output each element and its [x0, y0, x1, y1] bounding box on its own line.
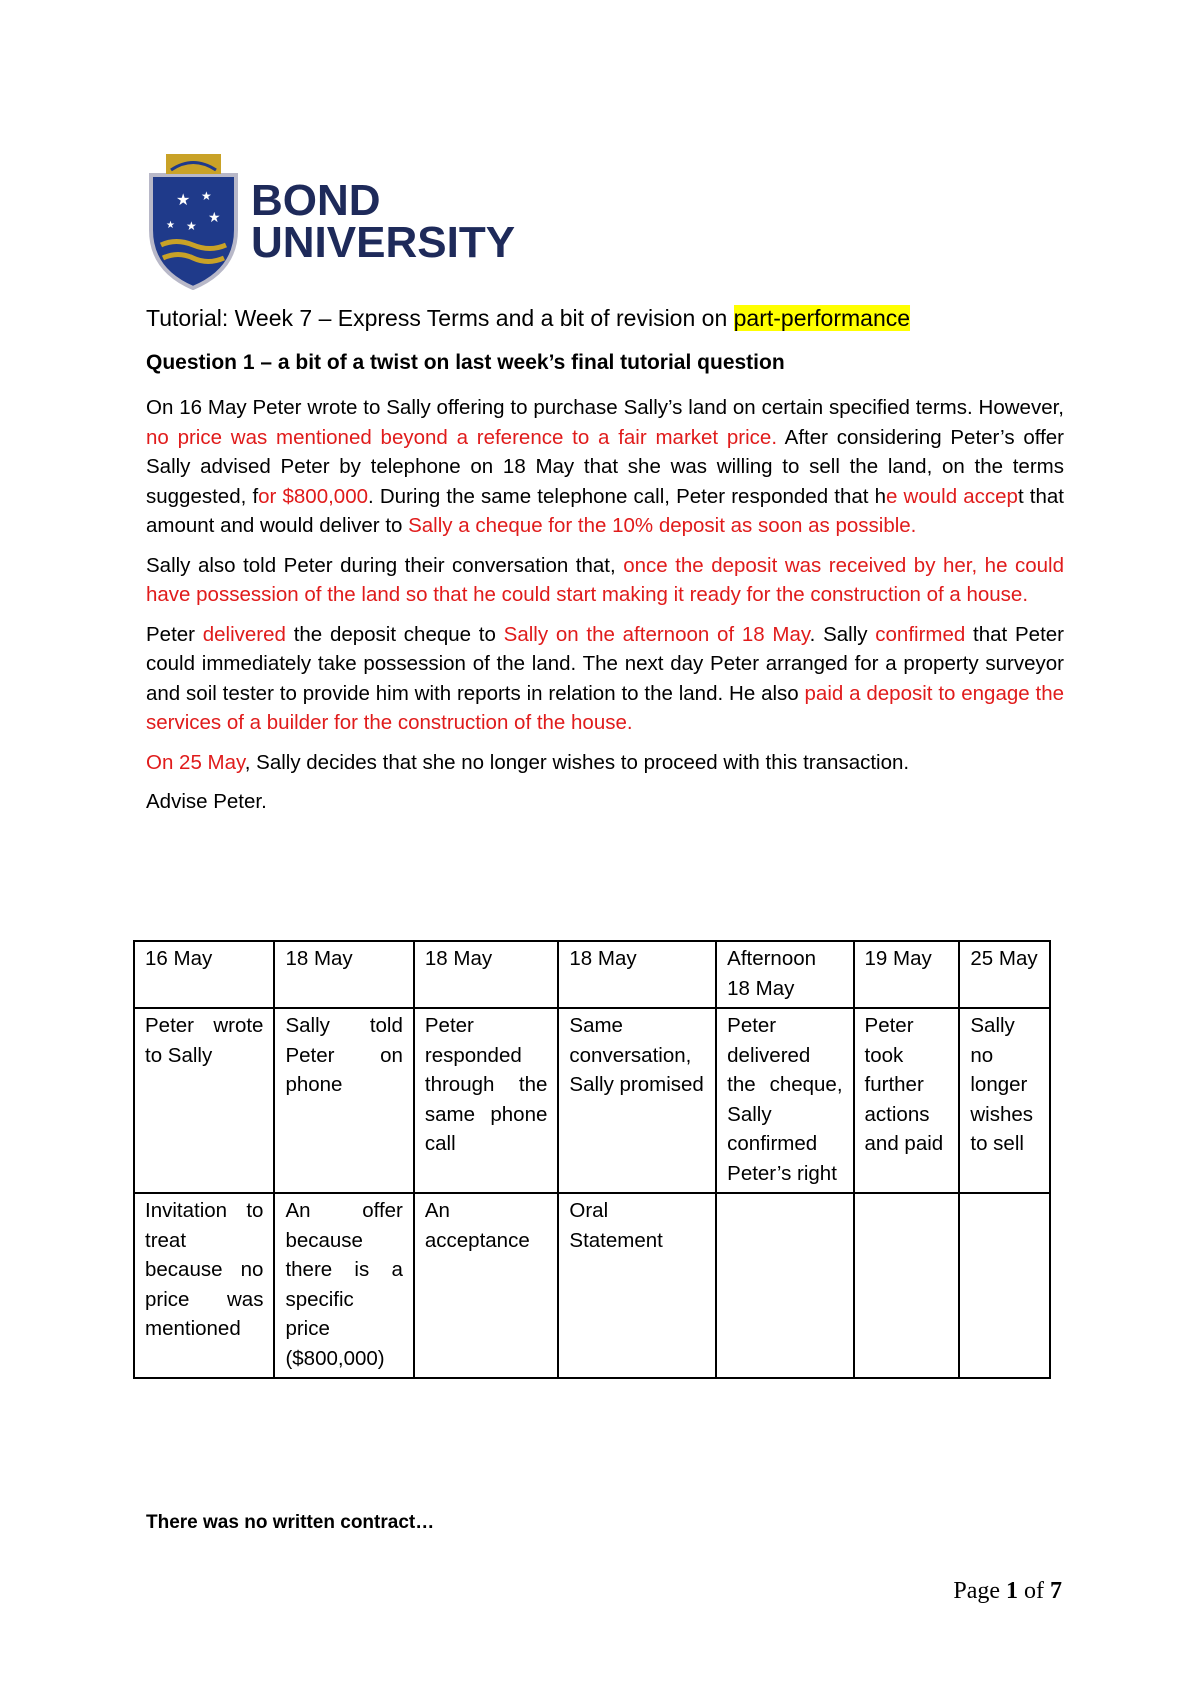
table-cell: Peter took further actions and paid: [854, 1008, 960, 1193]
logo-wordmark: [251, 176, 516, 267]
red-text-run: once the deposit was received by her, he could have possession of the land so that he could start making it ready for the construction of a house.: [146, 553, 1064, 606]
table-cell: [716, 1193, 853, 1378]
text-run: On 16 May Peter wrote to Sally offering to purchase Sally’s land on certain specified terms. However,: [146, 396, 1064, 419]
red-text-run: Sally a cheque for the 10% deposit as soon as possible.: [408, 514, 917, 537]
table-row-legal-analysis: [134, 1193, 1050, 1378]
table-cell: Afternoon 18 May: [716, 941, 853, 1008]
logo-line-university: UNIVERSITY: [251, 218, 516, 267]
logo-line-bond: BOND: [251, 176, 381, 225]
svg-text:★: ★: [186, 219, 197, 233]
table-cell: Sally told Peter on phone: [274, 1008, 413, 1193]
text-run: the deposit cheque to: [285, 622, 504, 646]
table-cell: 18 May: [274, 941, 413, 1008]
question-heading: Question 1 – a bit of a twist on last week’s final tutorial question: [146, 351, 785, 374]
text-run: t that amount and would deliver to: [146, 484, 1064, 537]
svg-text:★: ★: [201, 189, 212, 203]
page-number: [953, 1578, 1062, 1605]
footer-note: There was no written contract…: [146, 1512, 435, 1533]
text-run: Advise Peter.: [146, 790, 267, 813]
table-cell: Peter delivered the cheque, Sally confirmed Peter’s right: [716, 1008, 853, 1193]
paragraph-deposit: [146, 620, 1064, 738]
page-label: Page: [953, 1578, 1000, 1604]
table-cell: 18 May: [414, 941, 559, 1008]
table-cell: Same conversation, Sally promised: [558, 1008, 716, 1193]
table-cell: An acceptance: [414, 1193, 559, 1378]
text-run: Peter: [146, 622, 203, 646]
paragraph-withdrawal: [146, 748, 1064, 778]
red-text-run: On 25 May: [146, 750, 245, 774]
red-text-run: e would accep: [886, 484, 1018, 508]
red-text-run: or $800,000: [258, 484, 369, 508]
table-cell: [854, 1193, 960, 1378]
table-cell: Oral Statement: [558, 1193, 716, 1378]
table-cell: 19 May: [854, 941, 960, 1008]
svg-text:★: ★: [176, 190, 191, 209]
table-cell: Peter responded through the same phone call: [414, 1008, 559, 1193]
text-run: , Sally decides that she no longer wishes to proceed with this transaction.: [244, 750, 910, 774]
page-total: 7: [1050, 1578, 1062, 1604]
paragraph-advise: [146, 787, 1064, 817]
table-cell: 16 May: [134, 941, 274, 1008]
text-run: Sally also told Peter during their conversation that,: [146, 553, 624, 577]
university-crest-icon: [146, 150, 241, 290]
text-run: . Sally: [809, 622, 876, 646]
red-text-run: Sally on the afternoon of 18 May: [503, 622, 810, 646]
table-cell: 25 May: [959, 941, 1050, 1008]
page-of: of: [1024, 1578, 1044, 1604]
paragraph-offer: [146, 393, 1064, 541]
table-cell: Sally no longer wishes to sell: [959, 1008, 1050, 1193]
red-text-run: confirmed: [875, 622, 966, 646]
table-cell: 18 May: [558, 941, 716, 1008]
tutorial-title: [146, 305, 910, 332]
table-cell: [959, 1193, 1050, 1378]
question-body: [146, 393, 1064, 817]
table-cell: Invitation to treat because no price was mentioned: [134, 1193, 274, 1378]
tutorial-title-highlight: part-performance: [733, 305, 911, 331]
table-cell: An offer because there is a specific price ($800,000): [274, 1193, 413, 1378]
red-text-run: paid a deposit to engage the services of a builder for the construction of the house.: [146, 681, 1065, 734]
page-current: 1: [1006, 1578, 1018, 1604]
text-run: . During the same telephone call, Peter responded that h: [368, 484, 886, 508]
tutorial-title-text: Tutorial: Week 7 – Express Terms and a bit of revision on: [146, 305, 734, 331]
text-run: After considering Peter’s offer Sally advised Peter by telephone on 18 May that she was willing to sell the land, on the terms suggested, f: [146, 425, 1064, 508]
paragraph-possession: [146, 551, 1064, 610]
table-row-events: [134, 1008, 1050, 1193]
svg-text:★: ★: [166, 220, 175, 231]
svg-text:★: ★: [208, 210, 221, 226]
table-cell: Peter wrote to Sally: [134, 1008, 274, 1193]
timeline-table: [133, 940, 1051, 1379]
text-run: that Peter could immediately take possession of the land. The next day Peter arranged for a property surveyor and soil tester to provide him with reports in relation to the land. He also: [146, 622, 1064, 705]
red-text-run: delivered: [202, 622, 286, 646]
bond-university-logo: [146, 150, 526, 290]
table-row-dates: [134, 941, 1050, 1008]
red-text-run: no price was mentioned beyond a reference to a fair market price.: [146, 425, 778, 449]
